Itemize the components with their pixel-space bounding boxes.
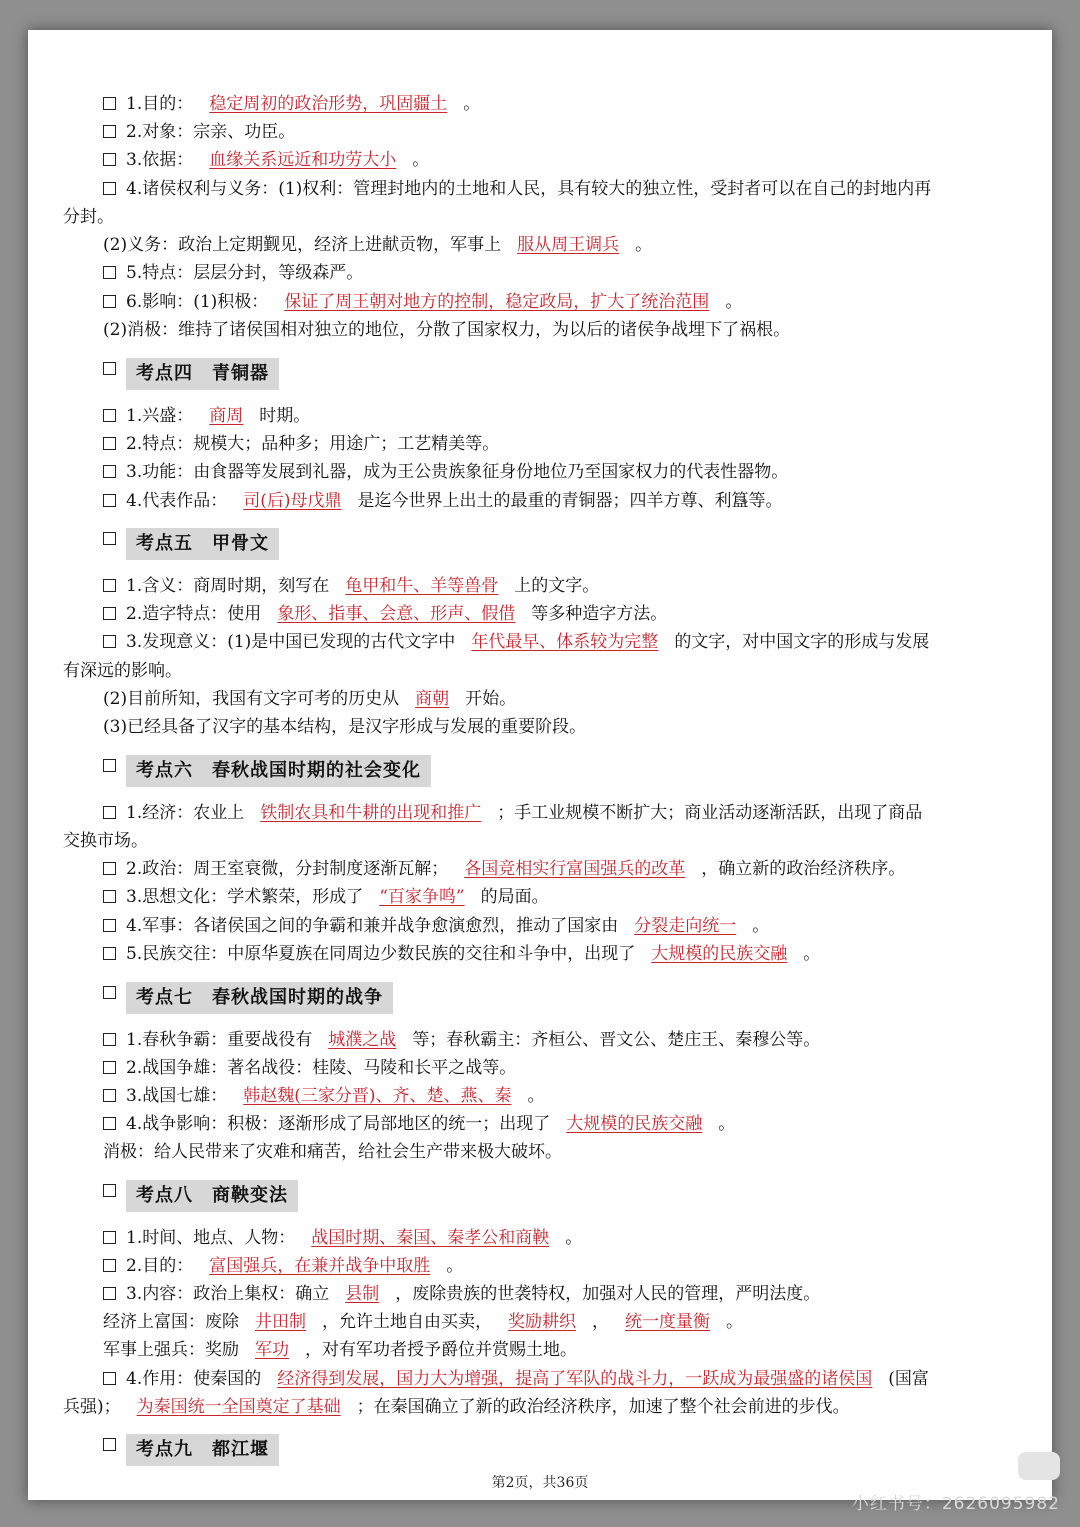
checkbox[interactable] [103, 947, 116, 960]
answer-blank: 司(后)母戊鼎 [243, 491, 342, 511]
answer-blank: 井田制 [255, 1312, 306, 1332]
answer-blank: 韩赵魏(三家分晋)、齐、楚、燕、秦 [243, 1086, 512, 1106]
checkbox[interactable] [103, 1184, 116, 1197]
checkbox[interactable] [103, 465, 116, 478]
watermark: 小红书号：2626095982 [851, 1494, 1060, 1514]
checkbox[interactable] [103, 1231, 116, 1244]
checkbox[interactable] [103, 182, 116, 195]
item-rights-cont: 分封。 [63, 207, 114, 227]
answer-blank: 奖励耕织 [508, 1312, 576, 1332]
answer-blank: 分裂走向统一 [634, 916, 737, 936]
section-heading-7: 考点七 春秋战国时期的战争 [103, 982, 393, 1014]
answer-blank: 经济得到发展，国力大为增强，提高了军队的战斗力，一跃成为最强盛的诸侯国 [277, 1369, 873, 1389]
document-page [28, 30, 1052, 1500]
answer-blank: 服从周王调兵 [517, 235, 620, 255]
answer-blank: 为秦国统一全国奠定了基础 [136, 1397, 341, 1417]
answer-blank: 稳定周初的政治形势，巩固疆土 [209, 94, 448, 114]
checkbox[interactable] [103, 1438, 116, 1451]
item-impact: 6.影响：(1)积极： 保证了周王朝对地方的控制，稳定政局，扩大了统治范围 。 [103, 290, 742, 314]
answer-blank: 铁制农具和牛耕的出现和推广 [260, 803, 482, 823]
section-heading-4: 考点四 青铜器 [103, 358, 279, 390]
item-flourish: 1.兴盛： 商周 时期。 [103, 404, 310, 428]
item-impact-negative: (2)消极：维持了诸侯国相对独立的地位，分散了国家权力，为以后的诸侯争战埋下了祸根。 [103, 320, 791, 340]
item-oracle-structure: (3)已经具备了汉字的基本结构，是汉字形成与发展的重要阶段。 [103, 717, 587, 737]
item-reform-who: 1.时间、地点、人物： 战国时期、秦国、秦孝公和商鞅 。 [103, 1226, 582, 1250]
item-bronze-works: 4.代表作品： 司(后)母戊鼎 是迄今世界上出土的最重的青铜器；四羊方尊、利簋等。 [103, 489, 783, 513]
checkbox[interactable] [103, 759, 116, 772]
item-bronze-features: 2.特点：规模大；品种多；用途广；工艺精美等。 [103, 432, 499, 456]
page-number: 第2页，共36页 [491, 1475, 589, 1491]
checkbox[interactable] [103, 153, 116, 166]
item-reform-effect-cont: 兵强)； 为秦国统一全国奠定了基础 ；在秦国确立了新的政治经济秩序，加速了整个社会前进的步伐。 [63, 1397, 850, 1417]
item-reform-economy: 经济上富国：废除 井田制 ，允许土地自由买卖， 奖励耕织 ， 统一度量衡 。 [103, 1312, 743, 1332]
answer-blank: 龟甲和牛、羊等兽骨 [345, 576, 499, 596]
checkbox[interactable] [103, 125, 116, 138]
answer-blank: 县制 [345, 1284, 380, 1304]
answer-blank: 年代最早、体系较为完整 [471, 632, 659, 652]
item-features: 5.特点：层层分封，等级森严。 [103, 261, 363, 285]
item-economy-cont: 交换市场。 [63, 831, 148, 851]
checkbox[interactable] [103, 635, 116, 648]
checkbox[interactable] [103, 1259, 116, 1272]
checkbox[interactable] [103, 437, 116, 450]
answer-blank: 象形、指事、会意、形声、假借 [277, 604, 516, 624]
item-warring: 2.战国争雄：著名战役：桂陵、马陵和长平之战等。 [103, 1056, 516, 1080]
item-bronze-function: 3.功能：由食器等发展到礼器，成为王公贵族象征身份地位乃至国家权力的代表性器物。 [103, 460, 788, 484]
checkbox[interactable] [103, 1089, 116, 1102]
item-thought: 3.思想文化：学术繁荣，形成了 “百家争鸣” 的局面。 [103, 885, 549, 909]
answer-blank: 大规模的民族交融 [651, 944, 788, 964]
item-oracle-history: (2)目前所知，我国有文字可考的历史从 商朝 开始。 [103, 689, 517, 709]
answer-blank: 保证了周王朝对地方的控制，稳定政局，扩大了统治范围 [284, 292, 710, 312]
checkbox[interactable] [103, 1287, 116, 1300]
checkbox[interactable] [103, 295, 116, 308]
item-oracle-significance-cont: 有深远的影响。 [63, 661, 182, 681]
checkbox[interactable] [103, 862, 116, 875]
item-economy: 1.经济：农业上 铁制农具和牛耕的出现和推广 ；手工业规模不断扩大；商业活动逐渐活跃，出现了商品 [103, 801, 922, 825]
checkbox[interactable] [103, 1033, 116, 1046]
answer-blank: 城濮之战 [328, 1030, 397, 1050]
answer-blank: 大规模的民族交融 [566, 1114, 703, 1134]
answer-blank: 战国时期、秦国、秦孝公和商鞅 [311, 1228, 550, 1248]
item-target: 2.对象：宗亲、功臣。 [103, 120, 295, 144]
checkbox[interactable] [103, 806, 116, 819]
item-oracle-method: 2.造字特点：使用 象形、指事、会意、形声、假借 等多种造字方法。 [103, 602, 667, 626]
checkbox[interactable] [103, 494, 116, 507]
checkbox[interactable] [103, 97, 116, 110]
answer-blank: 富国强兵，在兼并战争中取胜 [209, 1256, 431, 1276]
item-reform-purpose: 2.目的： 富国强兵，在兼并战争中取胜 。 [103, 1254, 463, 1278]
item-war-impact: 4.战争影响：积极：逐渐形成了局部地区的统一；出现了 大规模的民族交融 。 [103, 1112, 735, 1136]
answer-blank: “百家争鸣” [379, 887, 465, 907]
checkbox[interactable] [103, 1372, 116, 1385]
item-ethnic: 5.民族交往：中原华夏族在同周边少数民族的交往和斗争中，出现了 大规模的民族交融 。 [103, 942, 820, 966]
checkbox[interactable] [103, 890, 116, 903]
section-heading-5: 考点五 甲骨文 [103, 528, 279, 560]
section-heading-6: 考点六 春秋战国时期的社会变化 [103, 755, 431, 787]
checkbox[interactable] [103, 1061, 116, 1074]
checkbox[interactable] [103, 409, 116, 422]
item-military: 4.军事：各诸侯国之间的争霸和兼并战争愈演愈烈，推动了国家由 分裂走向统一 。 [103, 914, 769, 938]
checkbox[interactable] [103, 532, 116, 545]
checkbox[interactable] [103, 362, 116, 375]
answer-blank: 统一度量衡 [625, 1312, 710, 1332]
answer-blank: 商朝 [415, 689, 450, 709]
item-seven-states: 3.战国七雄： 韩赵魏(三家分晋)、齐、楚、燕、秦 。 [103, 1084, 545, 1108]
checkbox[interactable] [103, 579, 116, 592]
watermark-logo-icon [1018, 1452, 1060, 1480]
section-heading-9: 考点九 都江堰 [103, 1434, 279, 1466]
answer-blank: 军功 [255, 1340, 289, 1360]
item-hegemony: 1.春秋争霸：重要战役有 城濮之战 等；春秋霸主：齐桓公、晋文公、楚庄王、秦穆公等。 [103, 1028, 820, 1052]
checkbox[interactable] [103, 607, 116, 620]
checkbox[interactable] [103, 919, 116, 932]
answer-blank: 各国竞相实行富国强兵的改革 [464, 859, 686, 879]
item-reform-military: 军事上强兵：奖励 军功 ，对有军功者授予爵位并赏赐土地。 [103, 1340, 577, 1360]
item-purpose: 1.目的： 稳定周初的政治形势，巩固疆土 。 [103, 92, 480, 116]
item-oracle-significance: 3.发现意义：(1)是中国已发现的古代文字中 年代最早、体系较为完整 的文字，对中国文字的形成与发展 [103, 630, 929, 654]
checkbox[interactable] [103, 986, 116, 999]
checkbox[interactable] [103, 1117, 116, 1130]
answer-blank: 血缘关系远近和功劳大小 [209, 150, 397, 170]
checkbox[interactable] [103, 266, 116, 279]
item-reform-content: 3.内容：政治上集权：确立 县制 ，废除贵族的世袭特权，加强对人民的管理，严明法度。 [103, 1282, 820, 1306]
item-basis: 3.依据： 血缘关系远近和功劳大小 。 [103, 148, 429, 172]
item-oracle-meaning: 1.含义：商周时期，刻写在 龟甲和牛、羊等兽骨 上的文字。 [103, 574, 599, 598]
item-duties: (2)义务：政治上定期觐见，经济上进献贡物，军事上 服从周王调兵 。 [103, 235, 653, 255]
item-rights: 4.诸侯权利与义务：(1)权利：管理封地内的土地和人民，具有较大的独立性，受封者可以在自己的封地内再 [103, 177, 931, 201]
item-war-negative: 消极：给人民带来了灾难和痛苦，给社会生产带来极大破坏。 [103, 1142, 562, 1162]
item-politics: 2.政治：周王室衰微，分封制度逐渐瓦解； 各国竞相实行富国强兵的改革 ，确立新的政治经济秩序。 [103, 857, 905, 881]
answer-blank: 商周 [209, 406, 244, 426]
section-heading-8: 考点八 商鞅变法 [103, 1180, 298, 1212]
item-reform-effect: 4.作用：使秦国的 经济得到发展，国力大为增强，提高了军队的战斗力，一跃成为最强盛的诸侯国 (国富 [103, 1367, 929, 1391]
